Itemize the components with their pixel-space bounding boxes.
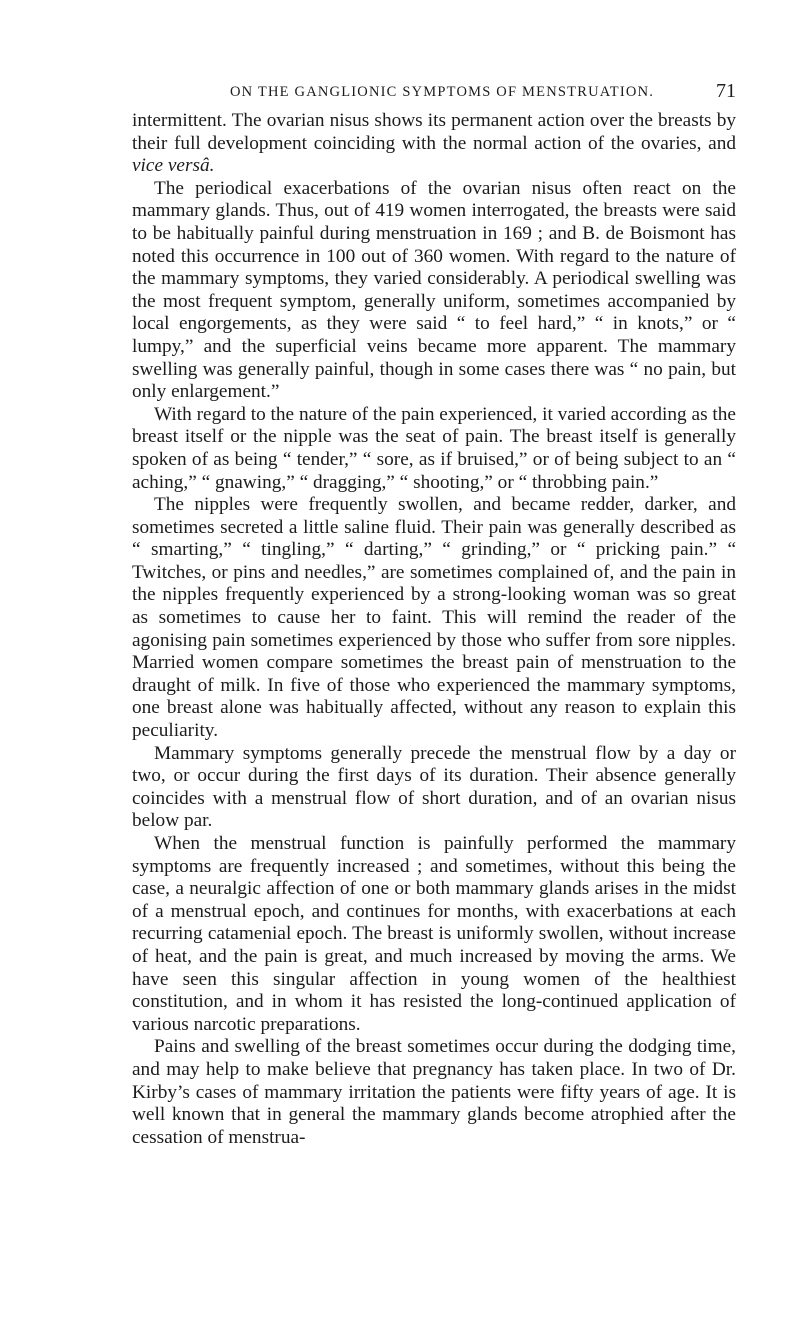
body-text bbox=[132, 110, 736, 1149]
paragraph: The nipples were frequently swollen, and became redder, darker, and sometimes secreted a little saline fluid. Their pain was generally described as “ smarting,” “ tingling,” “ darting,” “ grinding,” or “ pricking pain.” “ Twitches, or pins and needles,” are sometimes complained of, and the pain in the nipples frequently experienced by a strong-looking woman was so great as sometimes to cause her to faint. This will remind the reader of the agonising pain sometimes experienced by those who suffer from sore nipples. Married women compare sometimes the breast pain of menstruation to the draught of milk. In five of those who experienced the mammary symptoms, one breast alone was habitually affected, without any reason to explain this peculiarity. bbox=[132, 494, 736, 742]
paragraph: The periodical exacerbations of the ovarian nisus often react on the mammary glands. Thus, out of 419 women interrogated, the breasts were said to be habitually painful during menstruation in 169 ; and B. de Boismont has noted this occurrence in 100 out of 360 women. With regard to the nature of the mammary symptoms, they varied considerably. A periodical swelling was the most frequent symptom, generally uniform, sometimes accompanied by local engorgements, as they were said “ to feel hard,” “ in knots,” or “ lumpy,” and the superficial veins became more apparent. The mammary swelling was generally painful, though in some cases there was “ no pain, but only enlargement.” bbox=[132, 177, 736, 403]
paragraph-text: intermittent. The ovarian nisus shows its permanent action over the breasts by their full development coinciding with the normal action of the ovaries, and bbox=[132, 110, 736, 154]
paragraph: With regard to the nature of the pain experienced, it varied according as the breast itself or the nipple was the seat of pain. The breast itself is generally spoken of as being “ tender,” “ sore, as if bruised,” or of being subject to an “ aching,” “ gnawing,” “ dragging,” “ shooting,” or “ throbbing pain.” bbox=[132, 403, 736, 493]
paragraph: Pains and swelling of the breast sometimes occur during the dodging time, and may help to make believe that pregnancy has taken place. In two of Dr. Kirby’s cases of mammary irritation the patients were fifty years of age. It is well known that in general the mammary glands become atrophied after the cessation of menstrua- bbox=[132, 1036, 736, 1148]
paragraph: When the menstrual function is painfully performed the mammary symptoms are frequently increased ; and sometimes, without this being the case, a neuralgic affection of one or both mammary glands arises in the midst of a menstrual epoch, and continues for months, with exacerbations at each recurring catamenial epoch. The breast is uniformly swollen, without increase of heat, and the pain is great, and much increased by moving the arms. We have seen this singular affection in young women of the healthiest constitution, and in whom it has resisted the long-continued application of various narcotic preparations. bbox=[132, 833, 736, 1035]
running-head bbox=[132, 82, 736, 108]
book-page bbox=[132, 82, 736, 1149]
page-number: 71 bbox=[716, 80, 736, 102]
running-title: ON THE GANGLIONIC SYMPTOMS OF MENSTRUATION. bbox=[230, 84, 655, 100]
paragraph: Mammary symptoms generally precede the menstrual flow by a day or two, or occur during the first days of its duration. Their absence generally coincides with a menstrual flow of short duration, and of an ovarian nisus below par. bbox=[132, 742, 736, 832]
paragraph-continued bbox=[132, 110, 736, 178]
italic-phrase: vice versâ. bbox=[132, 155, 215, 177]
